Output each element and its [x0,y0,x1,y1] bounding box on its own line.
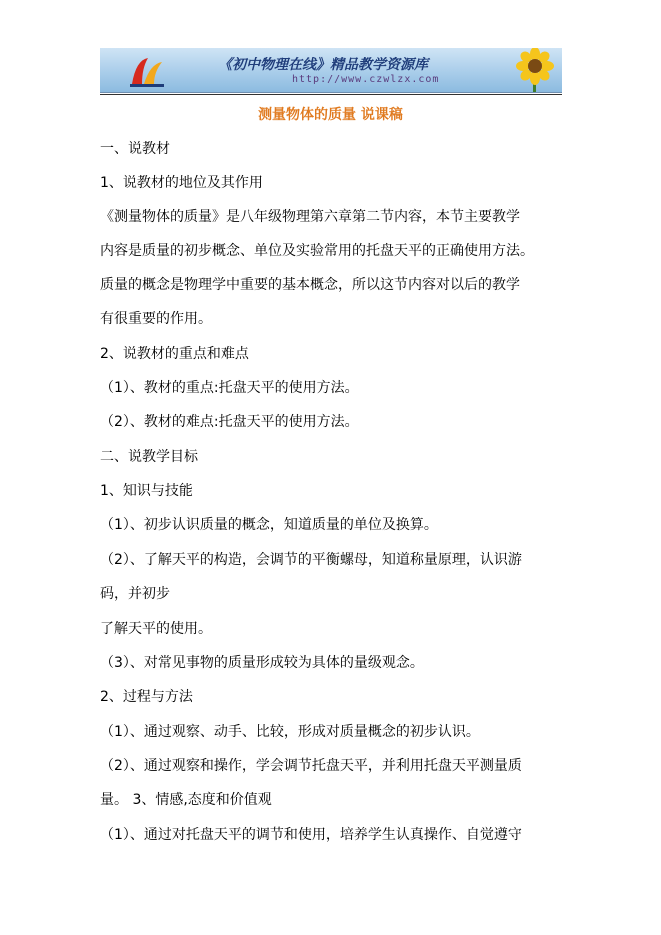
text-line: 2、过程与方法 [100,689,193,705]
text-line: （2）、教材的难点:托盘天平的使用方法。 [100,414,359,430]
text-line: 质量的概念是物理学中重要的基本概念，所以这节内容对以后的教学 [100,277,520,293]
sunflower-icon [508,48,562,92]
text-line: 二、说教学目标 [100,449,198,465]
text-line: 《测量物体的质量》是八年级物理第六章第二节内容，本节主要教学 [100,209,520,225]
banner-url[interactable]: http://www.czwlzx.com [292,74,440,85]
text-line: 2、说教材的重点和难点 [100,346,249,362]
text-line: 一、说教材 [100,141,170,157]
text-line: （3）、对常见事物的质量形成较为具体的量级观念。 [100,655,424,671]
text-line: （1）、通过观察、动手、比较，形成对质量概念的初步认识。 [100,724,480,740]
text-line: 码，并初步 [100,586,170,602]
text-line: （1）、教材的重点:托盘天平的使用方法。 [100,380,359,396]
header-rule [100,94,562,95]
text-line: （2）、了解天平的构造，会调节的平衡螺母，知道称量原理，认识游 [100,552,522,568]
text-line: （1）、通过对托盘天平的调节和使用，培养学生认真操作、自觉遵守 [100,827,522,843]
header-banner [100,48,562,93]
text-line: 1、知识与技能 [100,483,193,499]
text-line: 量。 3、情感,态度和价值观 [100,792,272,808]
text-line: （2）、通过观察和操作，学会调节托盘天平，并利用托盘天平测量质 [100,758,522,774]
site-logo-icon [128,54,168,88]
text-line: （1）、初步认识质量的概念，知道质量的单位及换算。 [100,517,438,533]
document-title: 测量物体的质量 说课稿 [258,107,403,123]
text-line: 有很重要的作用。 [100,311,212,327]
text-line: 了解天平的使用。 [100,621,212,637]
banner-title: 《初中物理在线》精品教学资源库 [218,57,428,73]
text-line: 内容是质量的初步概念、单位及实验常用的托盘天平的正确使用方法。 [100,243,534,259]
text-line: 1、说教材的地位及其作用 [100,175,263,191]
